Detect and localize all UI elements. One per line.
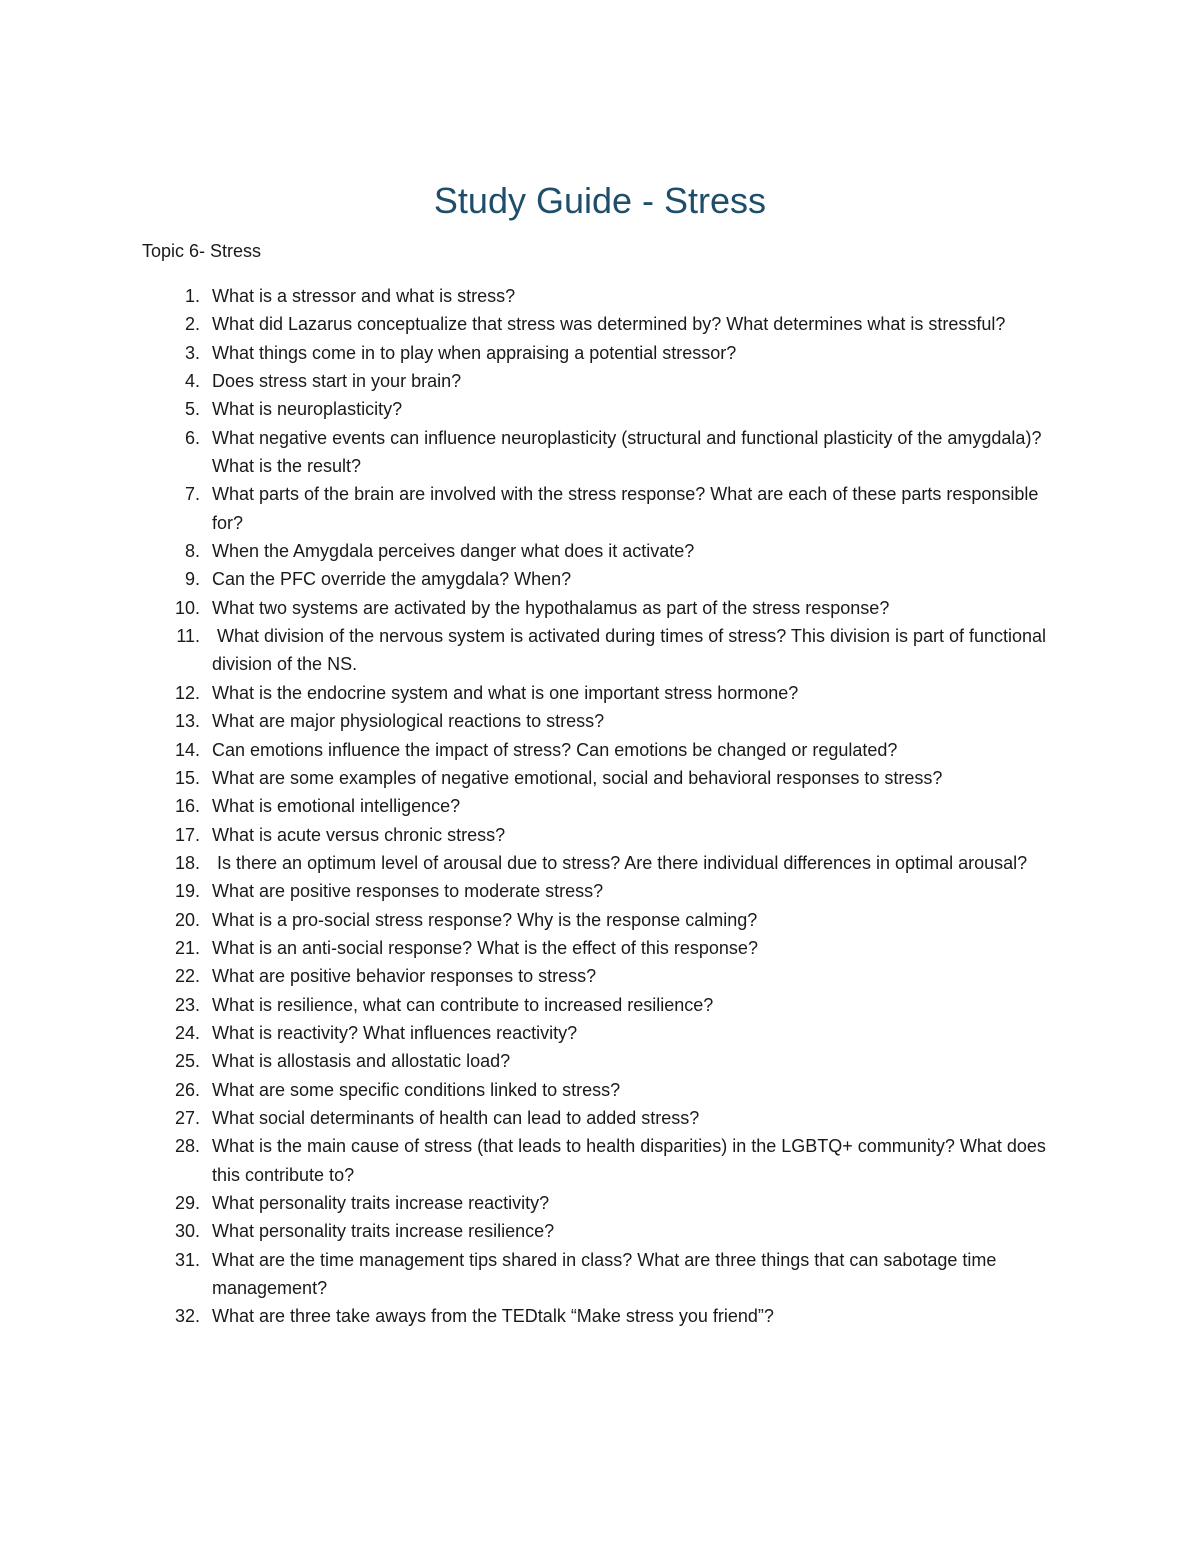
list-item-text: What is neuroplasticity? bbox=[212, 399, 403, 420]
list-item bbox=[0, 962, 1200, 990]
list-item-text: What are positive responses to moderate stress? bbox=[212, 881, 604, 902]
list-item bbox=[0, 339, 1200, 367]
list-item-text: When the Amygdala perceives danger what does it activate? bbox=[212, 541, 695, 562]
list-item-text: What is acute versus chronic stress? bbox=[212, 824, 506, 845]
list-item-number: 25. bbox=[174, 1051, 200, 1072]
list-item bbox=[0, 736, 1200, 764]
list-item-number: 26. bbox=[174, 1079, 200, 1100]
list-item bbox=[0, 1019, 1200, 1047]
list-item bbox=[0, 821, 1200, 849]
list-item-text: What social determinants of health can lead to added stress? bbox=[212, 1107, 700, 1128]
list-item-text: What is reactivity? What influences reactivity? bbox=[212, 1022, 578, 1043]
list-item-number: 22. bbox=[174, 966, 200, 987]
list-item bbox=[0, 1104, 1200, 1132]
list-item bbox=[0, 1217, 1200, 1245]
list-item bbox=[0, 537, 1200, 565]
list-item bbox=[0, 849, 1200, 877]
list-item bbox=[0, 480, 1200, 537]
list-item-number: 27. bbox=[174, 1107, 200, 1128]
list-item bbox=[0, 594, 1200, 622]
list-item bbox=[0, 1189, 1200, 1217]
list-item-text: What is resilience, what can contribute to increased resilience? bbox=[212, 994, 714, 1015]
list-item-text: What negative events can influence neuroplasticity (structural and functional plasticity of the amygdala)? What is the result? bbox=[212, 427, 1047, 477]
list-item-text: What did Lazarus conceptualize that stress was determined by? What determines what is stressful? bbox=[212, 314, 1006, 335]
list-item-number: 7. bbox=[184, 484, 200, 505]
list-item-text: What is allostasis and allostatic load? bbox=[212, 1051, 511, 1072]
list-item-number: 18. bbox=[174, 852, 200, 873]
list-item-number: 5. bbox=[184, 399, 200, 420]
list-item-number: 20. bbox=[174, 909, 200, 930]
list-item-number: 4. bbox=[184, 371, 200, 392]
list-item-text: What two systems are activated by the hypothalamus as part of the stress response? bbox=[212, 597, 890, 618]
list-item bbox=[0, 991, 1200, 1019]
list-item-number: 30. bbox=[174, 1221, 200, 1242]
list-item-number: 1. bbox=[184, 286, 200, 306]
list-item-text: What are some specific conditions linked to stress? bbox=[212, 1079, 621, 1100]
list-item bbox=[0, 1302, 1200, 1330]
list-item-number: 10. bbox=[174, 597, 200, 618]
list-item-text: What is a stressor and what is stress? bbox=[212, 286, 516, 306]
list-item-number: 14. bbox=[174, 739, 200, 760]
list-item-number: 31. bbox=[174, 1249, 200, 1270]
list-item-text: What personality traits increase reactivity? bbox=[212, 1193, 550, 1213]
page-title: Study Guide - Stress bbox=[433, 180, 767, 221]
list-item bbox=[0, 310, 1200, 338]
list-item bbox=[0, 707, 1200, 735]
list-item-text: What personality traits increase resilience? bbox=[212, 1221, 555, 1242]
list-item-number: 12. bbox=[174, 682, 200, 703]
list-item bbox=[0, 1047, 1200, 1075]
list-item bbox=[0, 877, 1200, 905]
list-item bbox=[0, 424, 1200, 481]
list-item-text: What are three take aways from the TEDtalk “Make stress you friend”? bbox=[212, 1306, 774, 1327]
list-item-number: 23. bbox=[174, 994, 200, 1015]
list-item-number: 11. bbox=[176, 626, 200, 647]
list-item-number: 13. bbox=[174, 711, 200, 732]
topic-heading: Topic 6- Stress bbox=[142, 241, 262, 261]
list-item bbox=[0, 565, 1200, 593]
list-item-text: Does stress start in your brain? bbox=[212, 371, 462, 392]
list-item-text: What is an anti-social response? What is the effect of this response? bbox=[212, 937, 758, 958]
list-item-number: 17. bbox=[174, 824, 200, 845]
list-item-number: 8. bbox=[184, 541, 200, 562]
list-item-number: 32. bbox=[174, 1306, 200, 1327]
list-item bbox=[0, 792, 1200, 820]
list-item-number: 9. bbox=[184, 569, 200, 590]
list-item-number: 16. bbox=[174, 796, 200, 817]
list-item-number: 15. bbox=[174, 767, 200, 788]
list-item-text: What are some examples of negative emotional, social and behavioral responses to stress? bbox=[212, 767, 943, 788]
list-item-text: What is a pro-social stress response? Why is the response calming? bbox=[212, 909, 758, 930]
list-item-text: Is there an optimum level of arousal due to stress? Are there individual differences in optimal arousal? bbox=[212, 852, 1028, 873]
list-item bbox=[0, 934, 1200, 962]
list-item-text: What is emotional intelligence? bbox=[212, 796, 461, 817]
list-item-number: 24. bbox=[174, 1022, 200, 1043]
list-item bbox=[0, 1246, 1200, 1303]
list-item bbox=[0, 906, 1200, 934]
list-item-number: 6. bbox=[184, 427, 200, 448]
list-item-text: Can the PFC override the amygdala? When? bbox=[212, 569, 572, 590]
list-item-text: What is the endocrine system and what is one important stress hormone? bbox=[212, 682, 799, 703]
list-item-text: What are major physiological reactions to stress? bbox=[212, 711, 605, 732]
list-item-text: Can emotions influence the impact of stress? Can emotions be changed or regulated? bbox=[212, 739, 898, 760]
list-item-number: 2. bbox=[184, 314, 200, 335]
list-item-text: What is the main cause of stress (that leads to health disparities) in the LGBTQ+ community? What does this contribute to? bbox=[212, 1136, 1051, 1185]
list-item-text: What are positive behavior responses to stress? bbox=[212, 966, 597, 987]
list-item-text: What things come in to play when appraising a potential stressor? bbox=[212, 342, 737, 363]
list-item bbox=[0, 679, 1200, 707]
list-item bbox=[0, 1076, 1200, 1104]
list-item-number: 19. bbox=[174, 881, 200, 902]
list-item-text: What parts of the brain are involved with the stress response? What are each of these parts responsible for? bbox=[212, 484, 1044, 533]
list-item-text: What division of the nervous system is activated during times of stress? This division is part of functional division of the NS. bbox=[212, 626, 1052, 675]
list-item bbox=[0, 622, 1200, 679]
list-item bbox=[0, 367, 1200, 395]
question-list bbox=[0, 282, 1200, 1331]
list-item-number: 3. bbox=[184, 342, 200, 363]
list-item-number: 21. bbox=[174, 937, 200, 958]
list-item-number: 28. bbox=[174, 1136, 200, 1157]
list-item-text: What are the time management tips shared in class? What are three things that can sabotage time management? bbox=[212, 1249, 1002, 1299]
list-item bbox=[0, 395, 1200, 423]
list-item bbox=[0, 1132, 1200, 1189]
list-item-number: 29. bbox=[174, 1193, 200, 1213]
list-item bbox=[0, 764, 1200, 792]
list-item bbox=[0, 282, 1200, 310]
